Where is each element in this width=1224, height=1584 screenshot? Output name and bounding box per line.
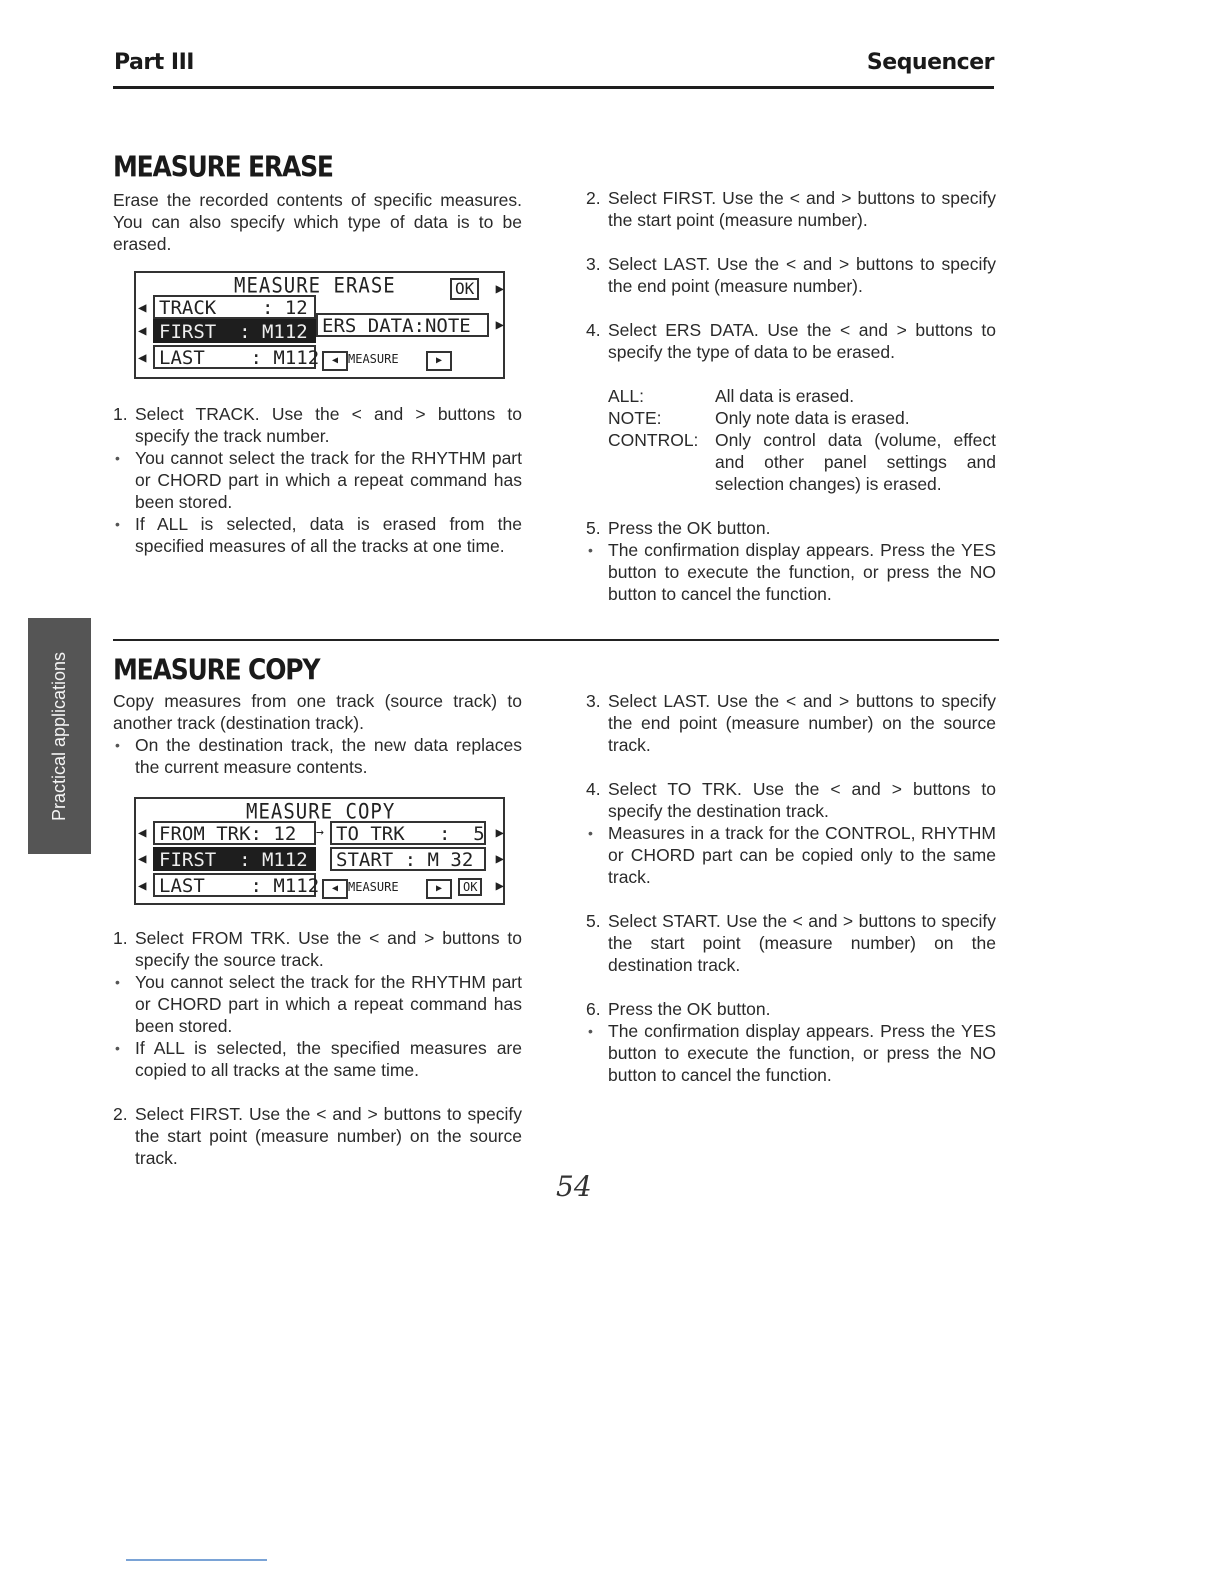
erase-intro [113,189,522,255]
page-number: 54 [556,1170,592,1203]
section-divider [113,639,999,641]
copy-lcd-last[interactable]: LAST : M112 [153,873,316,897]
erase-lcd-track[interactable]: TRACK : 12 [153,295,316,319]
measure-prev-button[interactable]: ◀ [322,351,348,371]
erase-intro-text: Erase the recorded contents of specific measures. You can also specify which type of data is to be erased. [113,190,522,254]
erase-step-5: 5. Press the OK button. [586,518,771,538]
footer-line [126,1559,267,1561]
measure-next-button[interactable]: ▶ [426,351,452,371]
arrow-left-icon: ◀ [138,851,147,867]
erase-lcd-title: MEASURE ERASE [234,273,396,299]
def-desc: Only control data (volume, effect and other panel settings and selection changes) is erased. [715,430,996,494]
erase-step-3: 3. Select LAST. Use the < and > buttons to specify the end point (measure number). [586,254,996,296]
copy-lcd-measure: MEASURE [348,880,399,894]
header-rule [113,86,994,89]
copy-step-4: 4. Select TO TRK. Use the < and > buttons to specify the destination track. [586,779,996,821]
erase-bullet-1: • You cannot select the track for the RHYTHM part or CHORD part in which a repeat command has been stored. [113,447,522,513]
copy-intro-text: Copy measures from one track (source track) to another track (destination track). [113,691,522,733]
erase-right-steps [586,187,996,605]
erase-lcd-ers-data[interactable]: ERS DATA:NOTE [316,313,489,337]
erase-lcd-last[interactable]: LAST : M112 [153,345,316,369]
def-term: CONTROL: [608,430,699,450]
erase-lcd-first[interactable]: FIRST : M112 [153,319,316,343]
erase-lcd-measure: MEASURE [348,352,399,366]
copy-intro [113,690,522,778]
side-tab-label: Practical applications [49,651,69,821]
copy-lcd-ok[interactable]: OK [458,878,482,896]
copy-bullet-1: • You cannot select the track for the RHYTHM part or CHORD part in which a repeat command has been stored. [113,971,522,1037]
erase-left-steps [113,403,522,557]
arrow-left-icon: ◀ [138,878,147,894]
arrow-right-icon: ▶ [495,281,504,297]
copy-step-3: 3. Select LAST. Use the < and > buttons to specify the end point (measure number) on the source track. [586,691,996,755]
arrow-to-icon: → [316,825,324,840]
erase-lcd-ok[interactable]: OK [450,278,479,300]
copy-bullet-3: • Measures in a track for the CONTROL, RHYTHM or CHORD part can be copied only to the same track. [586,822,996,888]
copy-bullet-4: • The confirmation display appears. Press the YES button to execute the function, or press the NO button to cancel the function. [586,1020,996,1086]
arrow-left-icon: ◀ [138,825,147,841]
arrow-left-icon: ◀ [138,300,147,316]
def-term: NOTE: [608,408,662,428]
copy-step-2: 2. Select FIRST. Use the < and > buttons to specify the start point (measure number) on the source track. [113,1104,522,1168]
def-desc: Only note data is erased. [715,408,910,428]
side-tab [28,618,91,854]
copy-step-6: 6. Press the OK button. [586,999,771,1019]
copy-intro-bullet: • On the destination track, the new data replaces the current measure contents. [113,734,522,778]
copy-bullet-2: • If ALL is selected, the specified measures are copied to all tracks at the same time. [113,1037,522,1081]
erase-bullet-2: • If ALL is selected, data is erased from the specified measures of all the tracks at one time. [113,513,522,557]
arrow-right-icon: ▶ [495,851,504,867]
erase-lcd [134,271,505,379]
arrow-left-icon: ◀ [138,323,147,339]
measure-next-button[interactable]: ▶ [426,879,452,899]
arrow-right-icon: ▶ [495,878,504,894]
copy-lcd [134,797,505,905]
def-desc: All data is erased. [715,386,855,406]
copy-right-steps [586,690,996,1086]
erase-step-2: 2. Select FIRST. Use the < and > buttons to specify the start point (measure number). [586,188,996,230]
copy-lcd-title: MEASURE COPY [246,799,396,825]
part-label: Part III [114,50,194,75]
copy-lcd-from[interactable]: FROM TRK: 12 [153,821,316,845]
copy-lcd-start[interactable]: START : M 32 [330,847,486,871]
def-term: ALL: [608,386,644,406]
erase-bullet-3: • The confirmation display appears. Press the YES button to execute the function, or press the NO button to cancel the function. [586,539,996,605]
copy-step-1: 1. Select FROM TRK. Use the < and > buttons to specify the source track. [113,928,522,970]
measure-prev-button[interactable]: ◀ [322,879,348,899]
copy-lcd-to[interactable]: TO TRK : 5 [330,821,486,845]
erase-title: MEASURE ERASE [113,150,333,184]
erase-step-4: 4. Select ERS DATA. Use the < and > buttons to specify the type of data to be erased. [586,320,996,362]
copy-step-5: 5. Select START. Use the < and > buttons to specify the start point (measure number) on the destination track. [586,911,996,975]
arrow-left-icon: ◀ [138,350,147,366]
ers-data-definitions [608,385,996,495]
arrow-right-icon: ▶ [495,825,504,841]
copy-left-steps [113,927,522,1169]
arrow-right-icon: ▶ [495,317,504,333]
copy-lcd-first[interactable]: FIRST : M112 [153,847,316,871]
section-label: Sequencer [866,50,994,75]
copy-title: MEASURE COPY [113,653,320,687]
erase-step-1: 1. Select TRACK. Use the < and > buttons to specify the track number. [113,404,522,446]
